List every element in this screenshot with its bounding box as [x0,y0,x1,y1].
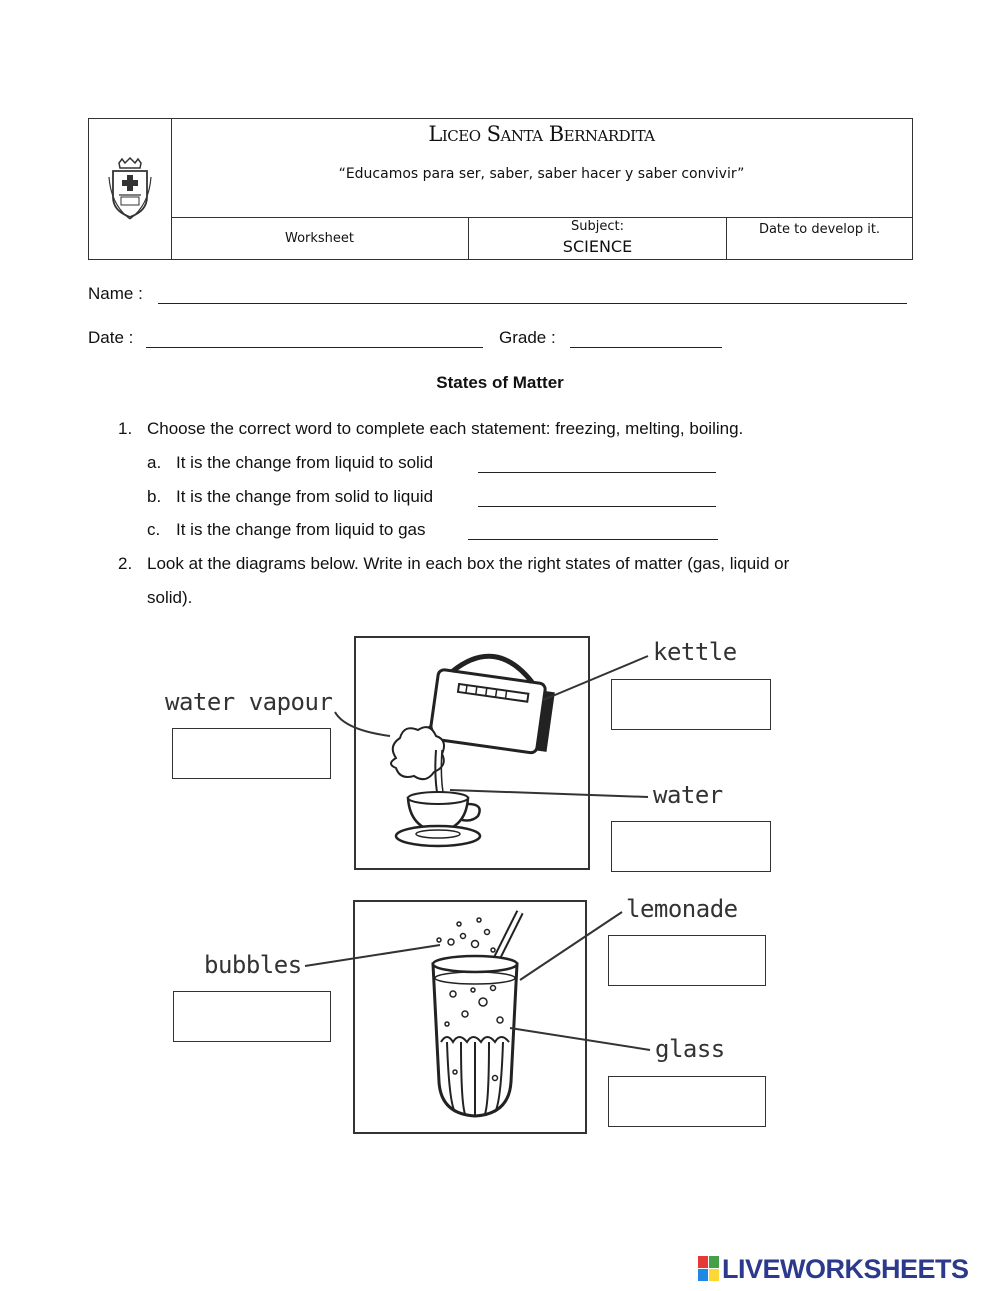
kettle-diagram-frame [354,636,590,870]
name-label: Name : [88,284,143,303]
answer-box-lemonade[interactable] [608,935,766,986]
q2-text-line2: solid). [147,588,193,607]
label-water-vapour: water vapour [165,688,333,716]
answer-box-water[interactable] [611,821,771,872]
lemonade-glass-icon [355,902,585,1132]
answer-box-water-vapour[interactable] [172,728,331,779]
school-crest-icon [105,157,155,221]
date-input-line[interactable] [146,347,483,348]
q1b-letter: b. [147,487,162,506]
label-bubbles: bubbles [204,951,302,979]
subject-cell [469,217,727,259]
liveworksheets-logo-icon [698,1256,720,1282]
grade-input-line[interactable] [570,347,722,348]
q1a-text: It is the change from liquid to solid [176,453,434,472]
kettle-pouring-icon [356,638,588,868]
date-develop-label: Date to develop it. [758,222,881,237]
q1-number: 1. [118,419,133,438]
worksheet-title: States of Matter [436,373,564,392]
q1c-letter: c. [147,520,161,539]
date-develop-cell [727,217,912,259]
name-input-line[interactable] [158,303,907,304]
q1-text: Choose the correct word to complete each statement: freezing, melting, boiling. [147,419,744,438]
worksheet-cell [171,217,469,259]
q1c-text: It is the change from liquid to gas [176,520,426,539]
grade-label: Grade : [499,328,556,347]
q2-number: 2. [118,554,133,573]
subject-label: Subject: [571,219,624,234]
date-label: Date : [88,328,134,347]
glass-diagram-frame [353,900,587,1134]
q1a-answer-line[interactable] [478,472,716,473]
header-table [88,118,913,260]
q1b-answer-line[interactable] [478,506,716,507]
subject-value: SCIENCE [562,237,633,256]
q1b-text: It is the change from solid to liquid [176,487,434,506]
answer-box-bubbles[interactable] [173,991,331,1042]
liveworksheets-brand: LIVEWORKSHEETS [722,1254,969,1284]
label-glass: glass [655,1035,725,1063]
school-motto: “Educamos para ser, saber, saber hacer y saber convivir” [338,166,745,182]
q1a-letter: a. [147,453,162,472]
answer-box-kettle[interactable] [611,679,771,730]
label-lemonade: lemonade [626,895,738,923]
school-title-cell [171,119,912,218]
answer-box-glass[interactable] [608,1076,766,1127]
label-kettle: kettle [653,638,737,666]
q1c-answer-line[interactable] [468,539,718,540]
q2-text-line1: Look at the diagrams below. Write in each box the right states of matter (gas, liquid or [147,554,790,573]
worksheet-label: Worksheet [284,231,355,246]
logo-cell [89,119,172,259]
school-name: Liceo Santa Bernardita [428,122,655,146]
label-water: water [653,781,723,809]
